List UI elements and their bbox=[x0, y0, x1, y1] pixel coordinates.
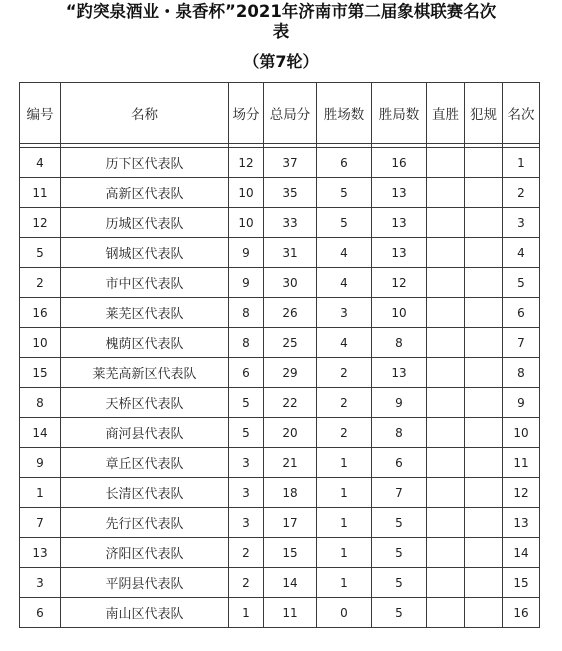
cell-match-points: 9 bbox=[229, 238, 264, 268]
cell-game-wins: 8 bbox=[372, 418, 427, 448]
cell-wins: 1 bbox=[317, 538, 372, 568]
cell-fouls bbox=[465, 358, 503, 388]
cell-wins: 1 bbox=[317, 508, 372, 538]
cell-fouls bbox=[465, 268, 503, 298]
cell-game-points: 22 bbox=[264, 388, 317, 418]
cell-game-points: 35 bbox=[264, 178, 317, 208]
cell-game-points: 31 bbox=[264, 238, 317, 268]
cell-direct-wins bbox=[427, 208, 465, 238]
cell-id: 10 bbox=[20, 328, 61, 358]
cell-fouls bbox=[465, 298, 503, 328]
table-row bbox=[20, 568, 540, 598]
cell-game-wins: 13 bbox=[372, 358, 427, 388]
cell-match-points: 6 bbox=[229, 358, 264, 388]
cell-game-wins: 13 bbox=[372, 178, 427, 208]
cell-wins: 5 bbox=[317, 208, 372, 238]
table-row bbox=[20, 508, 540, 538]
cell-team-name: 商河县代表队 bbox=[61, 418, 229, 448]
cell-wins: 2 bbox=[317, 418, 372, 448]
table-row bbox=[20, 358, 540, 388]
header-cell-direct-wins: 直胜 bbox=[427, 83, 465, 144]
cell-game-points: 15 bbox=[264, 538, 317, 568]
cell-team-name: 南山区代表队 bbox=[61, 598, 229, 628]
table-row bbox=[20, 238, 540, 268]
cell-game-wins: 12 bbox=[372, 268, 427, 298]
cell-rank: 16 bbox=[503, 598, 540, 628]
table-row bbox=[20, 208, 540, 238]
cell-match-points: 3 bbox=[229, 508, 264, 538]
table-row bbox=[20, 268, 540, 298]
cell-team-name: 莱芜区代表队 bbox=[61, 298, 229, 328]
cell-game-wins: 5 bbox=[372, 538, 427, 568]
cell-game-points: 17 bbox=[264, 508, 317, 538]
cell-fouls bbox=[465, 328, 503, 358]
cell-fouls bbox=[465, 598, 503, 628]
cell-match-points: 8 bbox=[229, 298, 264, 328]
cell-game-points: 30 bbox=[264, 268, 317, 298]
cell-id: 12 bbox=[20, 208, 61, 238]
cell-game-points: 25 bbox=[264, 328, 317, 358]
cell-id: 7 bbox=[20, 508, 61, 538]
cell-fouls bbox=[465, 478, 503, 508]
cell-direct-wins bbox=[427, 358, 465, 388]
cell-wins: 3 bbox=[317, 298, 372, 328]
table-row bbox=[20, 478, 540, 508]
cell-direct-wins bbox=[427, 568, 465, 598]
cell-fouls bbox=[465, 448, 503, 478]
cell-rank: 3 bbox=[503, 208, 540, 238]
cell-direct-wins bbox=[427, 388, 465, 418]
cell-game-wins: 7 bbox=[372, 478, 427, 508]
cell-game-wins: 13 bbox=[372, 208, 427, 238]
header-cell-game-wins: 胜局数 bbox=[372, 83, 427, 144]
cell-wins: 1 bbox=[317, 448, 372, 478]
cell-game-wins: 5 bbox=[372, 568, 427, 598]
header-cell-match-points: 场分 bbox=[229, 83, 264, 144]
cell-direct-wins bbox=[427, 448, 465, 478]
cell-rank: 9 bbox=[503, 388, 540, 418]
cell-team-name: 莱芜高新区代表队 bbox=[61, 358, 229, 388]
cell-team-name: 钢城区代表队 bbox=[61, 238, 229, 268]
cell-game-points: 29 bbox=[264, 358, 317, 388]
cell-direct-wins bbox=[427, 268, 465, 298]
cell-fouls bbox=[465, 538, 503, 568]
cell-wins: 0 bbox=[317, 598, 372, 628]
cell-team-name: 济阳区代表队 bbox=[61, 538, 229, 568]
header-cell-fouls: 犯规 bbox=[465, 83, 503, 144]
cell-direct-wins bbox=[427, 238, 465, 268]
cell-direct-wins bbox=[427, 328, 465, 358]
header-cell-rank: 名次 bbox=[503, 83, 540, 144]
cell-game-wins: 9 bbox=[372, 388, 427, 418]
cell-rank: 6 bbox=[503, 298, 540, 328]
cell-match-points: 3 bbox=[229, 478, 264, 508]
cell-fouls bbox=[465, 568, 503, 598]
title-line-1: “趵突泉酒业・泉香杯”2021年济南市第二届象棋联赛名次 bbox=[65, 2, 497, 21]
cell-rank: 4 bbox=[503, 238, 540, 268]
cell-rank: 13 bbox=[503, 508, 540, 538]
cell-match-points: 10 bbox=[229, 178, 264, 208]
cell-direct-wins bbox=[427, 178, 465, 208]
cell-team-name: 高新区代表队 bbox=[61, 178, 229, 208]
cell-team-name: 天桥区代表队 bbox=[61, 388, 229, 418]
cell-team-name: 槐荫区代表队 bbox=[61, 328, 229, 358]
cell-game-points: 11 bbox=[264, 598, 317, 628]
cell-id: 2 bbox=[20, 268, 61, 298]
cell-direct-wins bbox=[427, 508, 465, 538]
cell-fouls bbox=[465, 508, 503, 538]
cell-match-points: 3 bbox=[229, 448, 264, 478]
cell-wins: 1 bbox=[317, 568, 372, 598]
cell-game-points: 21 bbox=[264, 448, 317, 478]
standings-table bbox=[19, 82, 540, 628]
table-row bbox=[20, 418, 540, 448]
header-cell-name: 名称 bbox=[61, 83, 229, 144]
cell-team-name: 市中区代表队 bbox=[61, 268, 229, 298]
title-line-2: 表 bbox=[272, 22, 290, 41]
cell-wins: 5 bbox=[317, 178, 372, 208]
table-row bbox=[20, 598, 540, 628]
cell-wins: 4 bbox=[317, 328, 372, 358]
cell-id: 14 bbox=[20, 418, 61, 448]
page-title bbox=[0, 2, 562, 42]
table-row bbox=[20, 298, 540, 328]
cell-wins: 1 bbox=[317, 478, 372, 508]
cell-rank: 14 bbox=[503, 538, 540, 568]
cell-id: 15 bbox=[20, 358, 61, 388]
header-row bbox=[20, 83, 540, 144]
cell-id: 8 bbox=[20, 388, 61, 418]
table-row bbox=[20, 388, 540, 418]
header-cell-wins: 胜场数 bbox=[317, 83, 372, 144]
cell-fouls bbox=[465, 418, 503, 448]
cell-game-points: 14 bbox=[264, 568, 317, 598]
cell-game-wins: 13 bbox=[372, 238, 427, 268]
cell-game-wins: 5 bbox=[372, 598, 427, 628]
cell-rank: 5 bbox=[503, 268, 540, 298]
cell-team-name: 平阴县代表队 bbox=[61, 568, 229, 598]
cell-id: 11 bbox=[20, 178, 61, 208]
cell-id: 9 bbox=[20, 448, 61, 478]
cell-wins: 4 bbox=[317, 238, 372, 268]
cell-match-points: 8 bbox=[229, 328, 264, 358]
table-row bbox=[20, 328, 540, 358]
cell-team-name: 长清区代表队 bbox=[61, 478, 229, 508]
cell-wins: 6 bbox=[317, 148, 372, 178]
cell-id: 3 bbox=[20, 568, 61, 598]
table-row bbox=[20, 538, 540, 568]
cell-id: 16 bbox=[20, 298, 61, 328]
cell-direct-wins bbox=[427, 298, 465, 328]
cell-fouls bbox=[465, 178, 503, 208]
cell-rank: 11 bbox=[503, 448, 540, 478]
cell-game-points: 20 bbox=[264, 418, 317, 448]
cell-team-name: 章丘区代表队 bbox=[61, 448, 229, 478]
cell-game-points: 26 bbox=[264, 298, 317, 328]
cell-direct-wins bbox=[427, 478, 465, 508]
cell-match-points: 9 bbox=[229, 268, 264, 298]
cell-direct-wins bbox=[427, 148, 465, 178]
cell-wins: 2 bbox=[317, 388, 372, 418]
cell-match-points: 2 bbox=[229, 538, 264, 568]
cell-team-name: 历下区代表队 bbox=[61, 148, 229, 178]
cell-rank: 1 bbox=[503, 148, 540, 178]
cell-rank: 15 bbox=[503, 568, 540, 598]
table-row bbox=[20, 178, 540, 208]
cell-team-name: 历城区代表队 bbox=[61, 208, 229, 238]
cell-rank: 12 bbox=[503, 478, 540, 508]
cell-match-points: 5 bbox=[229, 388, 264, 418]
table-row bbox=[20, 448, 540, 478]
cell-match-points: 5 bbox=[229, 418, 264, 448]
cell-direct-wins bbox=[427, 418, 465, 448]
table-body bbox=[20, 144, 540, 628]
cell-game-points: 37 bbox=[264, 148, 317, 178]
cell-game-wins: 5 bbox=[372, 508, 427, 538]
cell-fouls bbox=[465, 148, 503, 178]
cell-game-points: 18 bbox=[264, 478, 317, 508]
cell-id: 6 bbox=[20, 598, 61, 628]
cell-wins: 4 bbox=[317, 268, 372, 298]
cell-id: 4 bbox=[20, 148, 61, 178]
cell-team-name: 先行区代表队 bbox=[61, 508, 229, 538]
cell-id: 5 bbox=[20, 238, 61, 268]
table-row bbox=[20, 148, 540, 178]
cell-game-points: 33 bbox=[264, 208, 317, 238]
cell-match-points: 12 bbox=[229, 148, 264, 178]
cell-fouls bbox=[465, 238, 503, 268]
cell-fouls bbox=[465, 208, 503, 238]
cell-match-points: 10 bbox=[229, 208, 264, 238]
header-cell-id: 编号 bbox=[20, 83, 61, 144]
cell-direct-wins bbox=[427, 538, 465, 568]
cell-rank: 7 bbox=[503, 328, 540, 358]
cell-rank: 2 bbox=[503, 178, 540, 208]
cell-match-points: 1 bbox=[229, 598, 264, 628]
cell-rank: 10 bbox=[503, 418, 540, 448]
cell-game-wins: 10 bbox=[372, 298, 427, 328]
cell-fouls bbox=[465, 388, 503, 418]
cell-game-wins: 8 bbox=[372, 328, 427, 358]
header-cell-game-points: 总局分 bbox=[264, 83, 317, 144]
cell-direct-wins bbox=[427, 598, 465, 628]
cell-wins: 2 bbox=[317, 358, 372, 388]
cell-game-wins: 6 bbox=[372, 448, 427, 478]
cell-game-wins: 16 bbox=[372, 148, 427, 178]
cell-match-points: 2 bbox=[229, 568, 264, 598]
round-subtitle: （第7轮） bbox=[243, 52, 319, 71]
cell-id: 13 bbox=[20, 538, 61, 568]
cell-id: 1 bbox=[20, 478, 61, 508]
cell-rank: 8 bbox=[503, 358, 540, 388]
